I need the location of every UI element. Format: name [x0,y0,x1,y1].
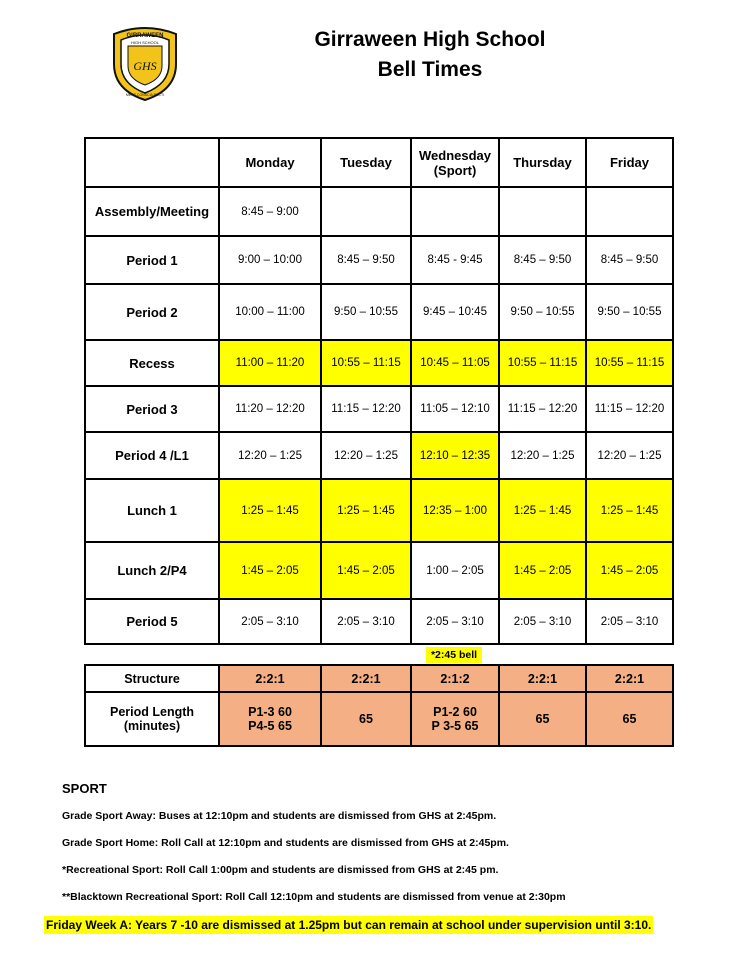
school-name: Girraween High School [314,28,546,51]
time-cell: 1:45 – 2:05 [499,542,586,599]
time-cell: 9:00 – 10:00 [219,236,321,284]
time-cell: 11:05 – 12:10 [411,386,499,432]
structure-table [84,664,674,747]
svg-text:GIRRAWEEN: GIRRAWEEN [126,33,164,39]
row-label: Period 2 [85,284,219,340]
time-cell: 2:05 – 3:10 [586,599,673,644]
structure-label: Structure [85,665,219,692]
day-header-monday: Monday [219,138,321,187]
time-cell: 11:15 – 12:20 [586,386,673,432]
row-label: Assembly/Meeting [85,187,219,236]
day-header-friday: Friday [586,138,673,187]
table-row [85,542,673,599]
time-cell: 12:20 – 1:25 [499,432,586,479]
time-cell: 11:20 – 12:20 [219,386,321,432]
sport-note: Grade Sport Away: Buses at 12:10pm and students are dismissed from GHS at 2:45pm. [62,810,497,822]
corner-cell [85,138,219,187]
friday-week-a-note: Friday Week A: Years 7 -10 are dismissed at 1.25pm but can remain at school under supervision until 3:10. [46,918,652,932]
time-cell: 1:25 – 1:45 [321,479,411,542]
time-cell: 1:45 – 2:05 [321,542,411,599]
time-cell: 10:55 – 11:15 [499,340,586,386]
time-cell: 2:05 – 3:10 [499,599,586,644]
school-crest-logo [104,24,186,102]
time-cell: 12:10 – 12:35 [411,432,499,479]
row-label: Lunch 1 [85,479,219,542]
time-cell [411,187,499,236]
time-cell [499,187,586,236]
day-header-tuesday: Tuesday [321,138,411,187]
time-cell: 8:45 – 9:00 [219,187,321,236]
time-cell: 11:00 – 11:20 [219,340,321,386]
sport-note: *Recreational Sport: Roll Call 1:00pm and students are dismissed from GHS at 2:45 pm. [62,864,499,876]
time-cell: 1:00 – 2:05 [411,542,499,599]
time-cell: 9:50 – 10:55 [321,284,411,340]
time-cell: 2:05 – 3:10 [411,599,499,644]
structure-cell: 2:2:1 [586,665,673,692]
page-title: Bell Times [377,58,483,81]
svg-text:GHS: GHS [133,59,157,73]
table-row [85,340,673,386]
period-length-row [85,692,673,746]
svg-text:HIGH SCHOOL: HIGH SCHOOL [130,40,160,45]
structure-cell: 2:2:1 [499,665,586,692]
time-cell: 1:25 – 1:45 [219,479,321,542]
time-cell: 1:45 – 2:05 [219,542,321,599]
period-length-label: Period Length (minutes) [85,692,219,746]
time-cell: 2:05 – 3:10 [321,599,411,644]
time-cell [321,187,411,236]
time-cell: 12:20 – 1:25 [321,432,411,479]
bell-times-table [84,137,674,645]
svg-text:MENS CONSCIA RECTI: MENS CONSCIA RECTI [125,93,165,97]
table-row [85,236,673,284]
table-row [85,479,673,542]
row-label: Period 1 [85,236,219,284]
day-header-thursday: Thursday [499,138,586,187]
time-cell: 9:50 – 10:55 [499,284,586,340]
time-cell: 2:05 – 3:10 [219,599,321,644]
time-cell: 8:45 – 9:50 [586,236,673,284]
bell-note: *2:45 bell [426,647,482,663]
sport-heading: SPORT [62,781,107,796]
time-cell: 11:15 – 12:20 [321,386,411,432]
table-row [85,284,673,340]
structure-cell: 2:2:1 [321,665,411,692]
row-label: Period 3 [85,386,219,432]
time-cell: 12:35 – 1:00 [411,479,499,542]
time-cell: 9:45 – 10:45 [411,284,499,340]
day-header-wednesday: Wednesday (Sport) [411,138,499,187]
sport-note: Grade Sport Home: Roll Call at 12:10pm and students are dismissed from GHS at 2:45pm. [62,837,509,849]
table-row [85,386,673,432]
sport-note: **Blacktown Recreational Sport: Roll Call 12:10pm and students are dismissed from venue at 2:30pm [62,891,566,903]
period-length-cell: 65 [499,692,586,746]
time-cell: 10:55 – 11:15 [321,340,411,386]
time-cell: 10:55 – 11:15 [586,340,673,386]
time-cell: 12:20 – 1:25 [586,432,673,479]
time-cell: 10:00 – 11:00 [219,284,321,340]
period-length-cell: 65 [321,692,411,746]
row-label: Lunch 2/P4 [85,542,219,599]
time-cell: 11:15 – 12:20 [499,386,586,432]
time-cell: 1:45 – 2:05 [586,542,673,599]
period-length-cell: P1-2 60 P 3-5 65 [411,692,499,746]
row-label: Recess [85,340,219,386]
structure-cell: 2:1:2 [411,665,499,692]
row-label: Period 4 /L1 [85,432,219,479]
table-row [85,187,673,236]
time-cell: 1:25 – 1:45 [499,479,586,542]
row-label: Period 5 [85,599,219,644]
time-cell: 8:45 – 9:50 [321,236,411,284]
time-cell: 9:50 – 10:55 [586,284,673,340]
table-row [85,432,673,479]
time-cell: 8:45 - 9:45 [411,236,499,284]
structure-row [85,665,673,692]
time-cell: 10:45 – 11:05 [411,340,499,386]
time-cell [586,187,673,236]
period-length-cell: P1-3 60 P4-5 65 [219,692,321,746]
structure-cell: 2:2:1 [219,665,321,692]
table-row [85,599,673,644]
time-cell: 1:25 – 1:45 [586,479,673,542]
time-cell: 8:45 – 9:50 [499,236,586,284]
time-cell: 12:20 – 1:25 [219,432,321,479]
table-header-row [85,138,673,187]
period-length-cell: 65 [586,692,673,746]
